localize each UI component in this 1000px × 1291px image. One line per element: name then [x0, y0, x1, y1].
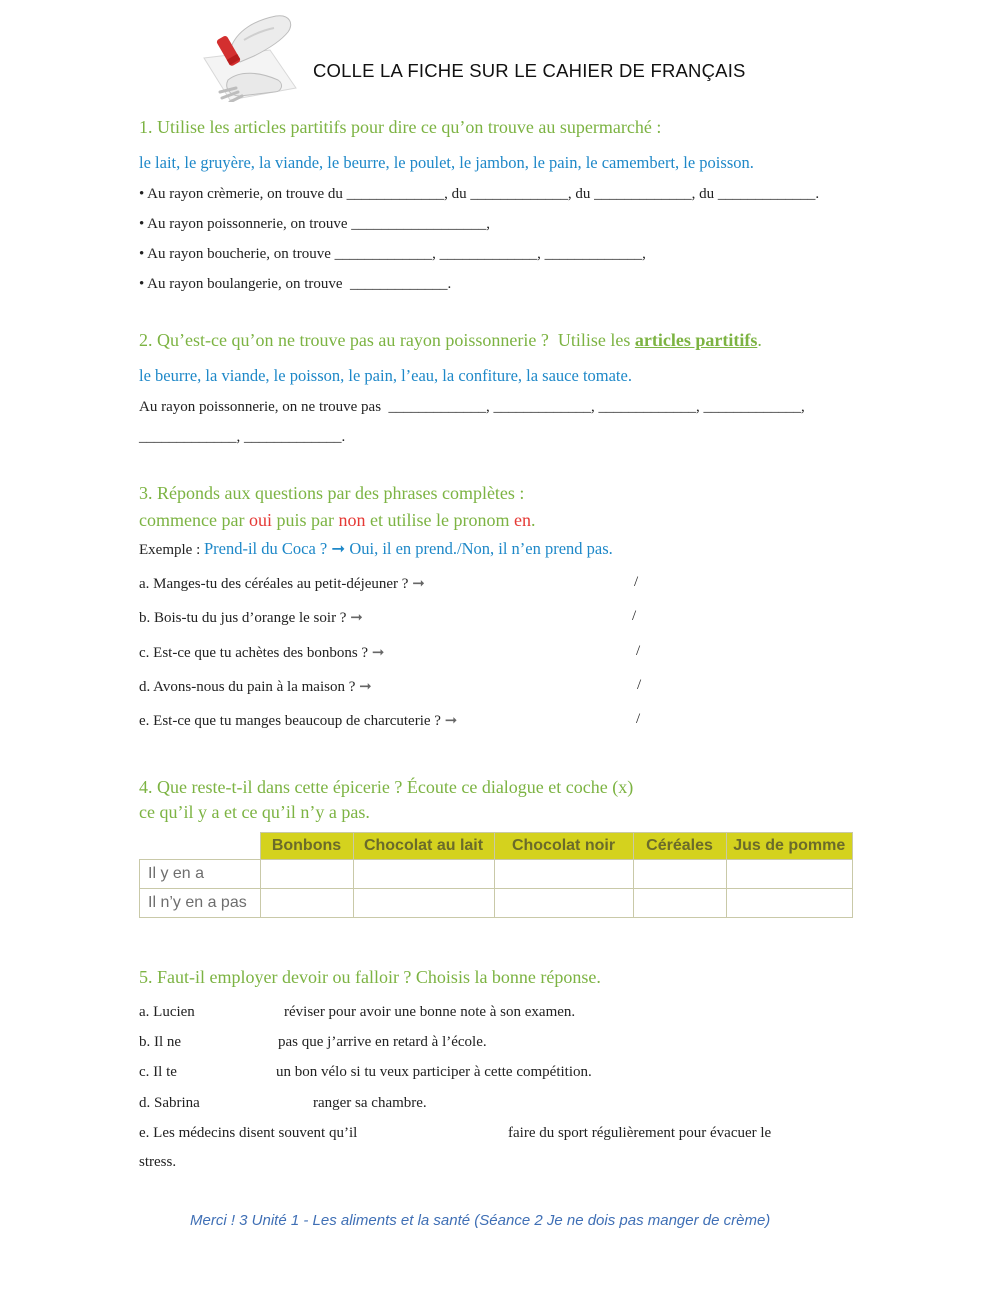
ex3-example-label: Exemple : [139, 542, 204, 558]
ex3-question-c-text: c. Est-ce que tu achètes des bonbons ? [139, 645, 369, 661]
checkbox-cell[interactable] [353, 860, 494, 889]
arrow-icon: ➞ [350, 610, 363, 626]
ex5-item-c-end: un bon vélo si tu veux participer à cette compétition. [276, 1064, 592, 1080]
ex5-item-b-end: pas que j’arrive en retard à l’école. [278, 1034, 487, 1050]
answer-slash[interactable]: / [637, 677, 642, 693]
ex1-line-boucherie[interactable]: • Au rayon boucherie, on trouve _____________, _____________, _____________, [139, 246, 646, 262]
ex5-title: 5. Faut-il employer devoir ou falloir ? Choisis la bonne réponse. [139, 967, 601, 987]
ex1-line-boulangerie[interactable]: • Au rayon boulangerie, on trouve _____________. [139, 276, 452, 292]
ex2-title [139, 330, 762, 351]
ex3-title: 3. Réponds aux questions par des phrases complètes : [139, 483, 525, 503]
ex5-item-d-start: d. Sabrina [139, 1095, 200, 1111]
ex3-question-c [139, 643, 384, 662]
ex1-word-list: le lait, le gruyère, la viande, le beurre, le poulet, le jambon, le pain, le camembert, le poisson. [139, 153, 754, 172]
checkbox-cell[interactable] [726, 889, 853, 918]
checkbox-cell[interactable] [726, 860, 853, 889]
ex3-question-d-text: d. Avons-nous du pain à la maison ? [139, 679, 356, 695]
grocery-checklist-table [139, 832, 853, 918]
ex3-sub-a: commence par [139, 510, 249, 530]
answer-slash[interactable]: / [636, 643, 641, 659]
checkbox-cell[interactable] [633, 860, 726, 889]
arrow-icon: ➞ [444, 713, 458, 729]
checkbox-cell[interactable] [260, 889, 353, 918]
ex3-question-a-text: a. Manges-tu des céréales au petit-déjeuner ? [139, 576, 409, 592]
ex3-en: en [513, 510, 531, 530]
table-corner [140, 833, 261, 860]
row-label: Il y en a [140, 860, 261, 889]
ex2-line-2[interactable]: _____________, _____________. [139, 429, 346, 445]
checkbox-cell[interactable] [494, 860, 633, 889]
ex3-sub-c: et utilise le pronom [365, 510, 514, 530]
column-header: Chocolat au lait [353, 833, 494, 860]
column-header: Céréales [633, 833, 726, 860]
ex3-question-d [139, 677, 372, 696]
ex3-oui: oui [248, 510, 272, 530]
ex1-line-poissonnerie[interactable]: • Au rayon poissonnerie, on trouve __________________, [139, 216, 491, 232]
column-header: Jus de pomme [726, 833, 853, 860]
ex3-question-a [139, 574, 425, 593]
ex5-item-d-end: ranger sa chambre. [313, 1095, 427, 1111]
column-header: Chocolat noir [494, 833, 633, 860]
ex3-question-e-text: e. Est-ce que tu manges beaucoup de charcuterie ? [139, 713, 441, 729]
ex4-title-line2: ce qu’il y a et ce qu’il n’y a pas. [139, 802, 370, 822]
ex3-example-text: Prend-il du Coca ? ➞ Oui, il en prend./Non, il n’en prend pas. [203, 539, 613, 558]
answer-slash[interactable]: / [634, 574, 639, 590]
glue-stick-hand-icon [200, 10, 300, 102]
answer-slash[interactable]: / [632, 608, 637, 624]
checkbox-cell[interactable] [633, 889, 726, 918]
ex3-question-b-text: b. Bois-tu du jus d’orange le soir ? [139, 610, 347, 626]
page-footer: Merci ! 3 Unité 1 - Les aliments et la santé (Séance 2 Je ne dois pas manger de crème) [190, 1212, 771, 1229]
column-header: Bonbons [260, 833, 353, 860]
ex3-sub-b: puis par [271, 510, 339, 530]
ex2-line-1[interactable]: Au rayon poissonnerie, on ne trouve pas _____________, _____________, _____________, _____________, [139, 399, 805, 415]
ex3-non: non [338, 510, 366, 530]
checkbox-cell[interactable] [260, 860, 353, 889]
arrow-icon: ➞ [359, 679, 372, 695]
arrow-icon: ➞ [412, 576, 425, 592]
arrow-icon: ➞ [371, 645, 385, 661]
ex3-question-e [139, 711, 457, 730]
ex3-sub-d: . [530, 510, 536, 530]
answer-slash[interactable]: / [636, 711, 641, 727]
ex2-title-emphasis: articles partitifs [634, 330, 758, 350]
ex5-item-a-start: a. Lucien [139, 1004, 195, 1020]
ex5-item-b-start: b. Il ne [139, 1034, 182, 1050]
ex4-title-line1: 4. Que reste-t-il dans cette épicerie ? Écoute ce dialogue et coche (x) [139, 777, 634, 797]
ex5-item-e-start: e. Les médecins disent souvent qu’il [139, 1125, 358, 1141]
checkbox-cell[interactable] [353, 889, 494, 918]
checkbox-cell[interactable] [494, 889, 633, 918]
page-title: COLLE LA FICHE SUR LE CAHIER DE FRANÇAIS [313, 60, 746, 81]
ex5-item-e-end: faire du sport régulièrement pour évacuer le [508, 1125, 772, 1141]
ex1-title: 1. Utilise les articles partitifs pour dire ce qu’on trouve au supermarché : [139, 117, 662, 137]
ex2-title-end: . [757, 330, 762, 350]
ex3-example [139, 539, 613, 559]
ex2-title-start: 2. Qu’est-ce qu’on ne trouve pas au rayon poissonnerie ? Utilise les [139, 330, 635, 350]
ex2-word-list: le beurre, la viande, le poisson, le pain, l’eau, la confiture, la sauce tomate. [139, 366, 632, 385]
ex3-subtitle [139, 510, 535, 531]
row-label: Il n’y en a pas [140, 889, 261, 918]
ex5-item-c-start: c. Il te [139, 1064, 177, 1080]
ex1-line-cremerie[interactable]: • Au rayon crèmerie, on trouve du _____________, du _____________, du _____________, du _____________. [139, 186, 820, 202]
ex3-question-b [139, 608, 363, 627]
ex5-item-e-continued: stress. [139, 1154, 177, 1170]
ex5-item-a-end: réviser pour avoir une bonne note à son examen. [284, 1004, 576, 1020]
